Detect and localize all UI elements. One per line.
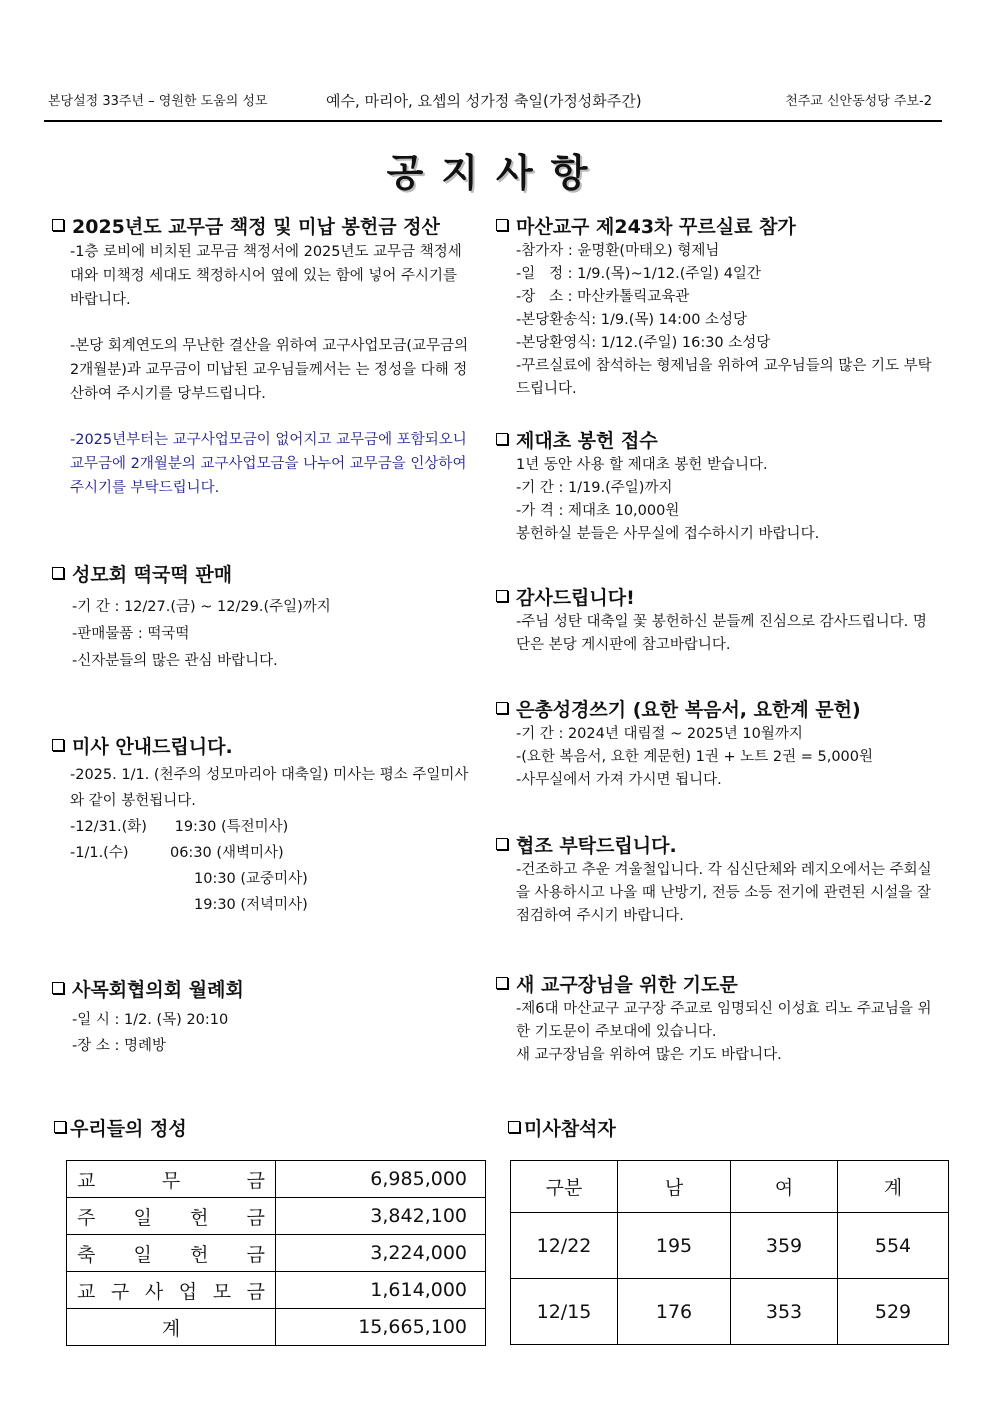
notice-line: -본당환송식: 1/9.(목) 14:00 소성당 <box>516 312 748 328</box>
notice-heading: 사목회협의회 월례회 <box>72 979 244 1001</box>
table-cell: 554 <box>838 1213 949 1279</box>
notice-line: -(요한 복음서, 요한 계문헌) 1권 + 노트 2권 = 5,000원 <box>516 749 874 765</box>
notice-mass <box>52 734 482 918</box>
offering-heading: 우리들의 정성 <box>70 1118 187 1140</box>
notice-line: -제6대 마산교구 교구장 주교로 임명되신 이성효 리노 주교님을 위한 기도문이 주보대에 있습니다. <box>516 1001 932 1040</box>
notice-line: 새 교구장님을 위하여 많은 기도 바랍니다. <box>516 1047 782 1063</box>
notice-line: -가 격 : 제대초 10,000원 <box>516 503 680 519</box>
table-cell: 12/22 <box>511 1213 618 1279</box>
checkbox-bullet-icon <box>496 219 508 231</box>
table-row <box>67 1161 486 1198</box>
checkbox-bullet-icon <box>496 977 508 989</box>
attendance-table <box>510 1160 949 1345</box>
table-row <box>67 1235 486 1272</box>
notice-heading: 미사 안내드립니다. <box>72 736 233 758</box>
notice-line: -기 간 : 1/19.(주일)까지 <box>516 480 673 496</box>
notice-line: 봉헌하실 분들은 사무실에 접수하시기 바랍니다. <box>516 526 820 542</box>
table-row <box>67 1272 486 1309</box>
table-row <box>511 1213 949 1279</box>
page-title: 공지사항 <box>386 151 606 195</box>
header-left: 본당설정 33주년 – 영원한 도움의 성모 <box>48 94 268 109</box>
checkbox-bullet-icon <box>496 590 508 602</box>
checkbox-bullet-icon <box>52 219 64 231</box>
notice-line: -건조하고 추운 겨울철입니다. 각 심신단체와 레지오에서는 주회실을 사용하시고 나올 때 난방기, 전등 소등 전기에 관련된 시설을 잘 점검하여 주시기 바랍니다. <box>516 862 932 924</box>
notice-bishop-prayer <box>496 972 942 1067</box>
notice-line: -2025. 1/1. (천주의 성모마리아 대축일) 미사는 평소 주일미사와 같이 봉헌됩니다. <box>70 767 469 809</box>
checkbox-bullet-icon <box>496 838 508 850</box>
notice-line: -판매물품 : 떡국떡 <box>72 626 190 642</box>
offering-section <box>54 1116 187 1142</box>
table-row <box>67 1198 486 1235</box>
notice-line: 10:30 (교중미사) <box>194 871 308 887</box>
checkbox-bullet-icon <box>52 982 64 994</box>
notice-line: -주님 성탄 대축일 꽃 봉헌하신 분들께 진심으로 감사드립니다. 명단은 본당 게시판에 참고바랍니다. <box>516 614 927 653</box>
column-header: 여 <box>731 1161 838 1213</box>
column-header: 구분 <box>511 1161 618 1213</box>
offering-label: 축 일 헌 금 <box>77 1243 265 1266</box>
notice-heading: 성모회 떡국떡 판매 <box>72 564 233 586</box>
header-center: 예수, 마리아, 요셉의 성가정 축일(가정성화주간) <box>326 92 642 110</box>
page-header <box>44 88 942 122</box>
notice-candle <box>496 428 942 546</box>
column-header: 계 <box>838 1161 949 1213</box>
offering-value: 3,842,100 <box>276 1198 486 1235</box>
notice-line: -일 시 : 1/2. (목) 20:10 <box>72 1012 229 1028</box>
offering-label: 주 일 헌 금 <box>77 1206 265 1229</box>
offering-table <box>66 1160 486 1346</box>
notice-heading: 감사드립니다! <box>516 587 635 609</box>
table-cell: 359 <box>731 1213 838 1279</box>
notice-line: 19:30 (저녁미사) <box>194 897 308 913</box>
notice-cooperation <box>496 833 942 928</box>
checkbox-bullet-icon <box>496 433 508 445</box>
attendance-heading: 미사참석자 <box>524 1118 616 1140</box>
notice-line: -꾸르실료에 참석하는 형제님을 위하여 교우님들의 많은 기도 부탁드립니다. <box>516 358 932 397</box>
notice-budget <box>52 214 482 500</box>
notice-line: -본당환영식: 1/12.(주일) 16:30 소성당 <box>516 335 771 351</box>
notice-heading: 마산교구 제243차 꾸르실료 참가 <box>516 216 796 238</box>
notice-line: -기 간 : 2024년 대림절 ~ 2025년 10월까지 <box>516 726 803 742</box>
notice-line: -기 간 : 12/27.(금) ~ 12/29.(주일)까지 <box>72 599 331 615</box>
notice-line: -장 소 : 마산카톨릭교육관 <box>516 289 690 305</box>
table-cell: 176 <box>618 1279 731 1345</box>
notice-line: -장 소 : 명례방 <box>72 1038 166 1054</box>
table-row <box>67 1309 486 1346</box>
notice-heading: 은총성경쓰기 (요한 복음서, 요한계 문헌) <box>516 699 861 721</box>
offering-label: 교 무 금 <box>77 1169 265 1192</box>
notice-thanks <box>496 585 942 657</box>
table-row <box>511 1279 949 1345</box>
notice-heading: 2025년도 교무금 책정 및 미납 봉헌금 정산 <box>72 216 440 238</box>
table-cell: 353 <box>731 1279 838 1345</box>
notice-heading: 제대초 봉헌 접수 <box>516 430 658 452</box>
notice-rice-cake <box>52 562 482 675</box>
checkbox-bullet-icon <box>52 567 64 579</box>
checkbox-bullet-icon <box>52 739 64 751</box>
checkbox-bullet-icon <box>54 1121 66 1133</box>
notice-line: -참가자 : 윤명환(마태오) 형제님 <box>516 243 720 259</box>
offering-value: 6,985,000 <box>276 1161 486 1198</box>
notice-heading: 협조 부탁드립니다. <box>516 835 677 857</box>
checkbox-bullet-icon <box>508 1121 520 1133</box>
notice-line: -사무실에서 가져 가시면 됩니다. <box>516 772 722 788</box>
attendance-section <box>508 1116 616 1142</box>
table-cell: 195 <box>618 1213 731 1279</box>
notice-line: -1/1.(수) 06:30 (새벽미사) <box>70 845 284 861</box>
checkbox-bullet-icon <box>496 702 508 714</box>
offering-label: 교 구 사 업 모 금 <box>77 1280 265 1303</box>
notice-line: -2025년부터는 교구사업모금이 없어지고 교무금에 포함되오니 교무금에 2개월분의 교구사업모금을 나누어 교무금을 인상하여 주시기를 부탁드립니다. <box>70 432 467 496</box>
notice-line: -1층 로비에 비치된 교무금 책정서에 2025년도 교무금 책정세대와 미책정 세대도 책정하시어 옆에 있는 함에 넣어 주시기를 바랍니다. <box>70 244 462 308</box>
table-row <box>511 1161 949 1213</box>
table-cell: 12/15 <box>511 1279 618 1345</box>
notice-line: -신자분들의 많은 관심 바랍니다. <box>72 653 278 669</box>
notice-line: -본당 회계연도의 무난한 결산을 위하여 교구사업모금(교무금의 2개월분)과 교무금이 미납된 교우님들께서는 는 정성을 다해 정산하여 주시기를 당부드립니다. <box>70 338 469 402</box>
offering-value: 3,224,000 <box>276 1235 486 1272</box>
notice-heading: 새 교구장님을 위한 기도문 <box>516 974 738 996</box>
notice-line: 1년 동안 사용 할 제대초 봉헌 받습니다. <box>516 457 768 473</box>
column-header: 남 <box>618 1161 731 1213</box>
offering-value: 15,665,100 <box>276 1309 486 1346</box>
notice-line: -일 정 : 1/9.(목)~1/12.(주일) 4일간 <box>516 266 761 282</box>
notice-bible-writing <box>496 697 942 792</box>
offering-total-label: 계 <box>67 1309 276 1346</box>
header-right: 천주교 신안동성당 주보-2 <box>785 94 932 109</box>
notice-council <box>52 977 482 1059</box>
notice-cursillo <box>496 214 942 401</box>
offering-value: 1,614,000 <box>276 1272 486 1309</box>
table-cell: 529 <box>838 1279 949 1345</box>
notice-line: -12/31.(화) 19:30 (특전미사) <box>70 819 289 835</box>
